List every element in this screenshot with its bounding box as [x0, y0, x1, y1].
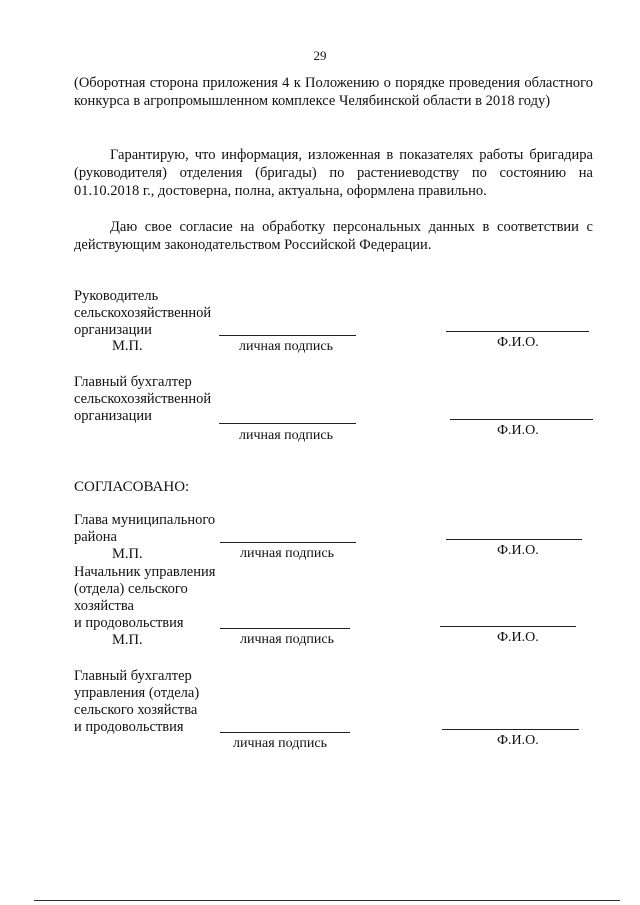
label-line: Глава муниципального [74, 512, 216, 528]
label-line: Руководитель [74, 288, 159, 304]
seal-mark: М.П. [112, 546, 143, 562]
page-bottom-rule [34, 900, 620, 901]
label-line: (отдела) сельского [74, 581, 188, 597]
signatory-dept-head-label [74, 564, 234, 632]
name-line [440, 626, 576, 627]
signature-line [220, 542, 356, 543]
signature-line [219, 335, 356, 336]
name-line [446, 331, 589, 332]
name-caption: Ф.И.О. [497, 423, 539, 438]
label-line: Начальник управления [74, 564, 216, 580]
name-line [450, 419, 593, 420]
name-caption: Ф.И.О. [497, 733, 539, 748]
name-caption: Ф.И.О. [497, 630, 539, 645]
label-line: Главный бухгалтер [74, 668, 192, 684]
seal-mark: М.П. [112, 338, 143, 354]
label-line: хозяйства [74, 598, 134, 614]
seal-mark: М.П. [112, 632, 143, 648]
name-caption: Ф.И.О. [497, 543, 539, 558]
signature-line [219, 423, 356, 424]
signatory-accountant-label [74, 374, 234, 425]
signature-line [220, 732, 350, 733]
signature-line [220, 628, 350, 629]
name-line [442, 729, 579, 730]
document-heading: (Оборотная сторона приложения 4 к Положению о порядке проведения областного конкурса в агропромышленном комплексе Челябинской области в 2018 году) [74, 75, 593, 109]
label-line: и продовольствия [74, 719, 184, 735]
page-number: 29 [313, 48, 327, 63]
label-line: сельскохозяйственной [74, 391, 212, 407]
consent-paragraph: Даю свое согласие на обработку персональных данных в соответствии с действующим законодательством Российской Федерации. [74, 219, 593, 253]
signature-caption: личная подпись [240, 632, 334, 647]
signature-caption: личная подпись [233, 736, 327, 751]
label-line: управления (отдела) [74, 685, 200, 701]
name-caption: Ф.И.О. [497, 335, 539, 350]
signature-caption: личная подпись [239, 339, 333, 354]
signatory-head-label [74, 288, 234, 339]
signatory-dept-accountant-label [74, 668, 234, 736]
agreed-title: СОГЛАСОВАНО: [74, 479, 190, 495]
label-line: организации [74, 408, 152, 424]
name-line [446, 539, 582, 540]
signatory-district-head-label [74, 512, 234, 546]
label-line: сельскохозяйственной [74, 305, 212, 321]
label-line: и продовольствия [74, 615, 184, 631]
guarantee-paragraph: Гарантирую, что информация, изложенная в показателях работы бригадира (руководителя) отделения (бригады) по растениеводству по состоянию на 01.10.2018 г., достоверна, полна, актуальна, оформлена правильно. [74, 147, 593, 199]
label-line: сельского хозяйства [74, 702, 198, 718]
label-line: района [74, 529, 117, 545]
label-line: Главный бухгалтер [74, 374, 192, 390]
label-line: организации [74, 322, 152, 338]
signature-caption: личная подпись [240, 546, 334, 561]
signature-caption: личная подпись [239, 428, 333, 443]
